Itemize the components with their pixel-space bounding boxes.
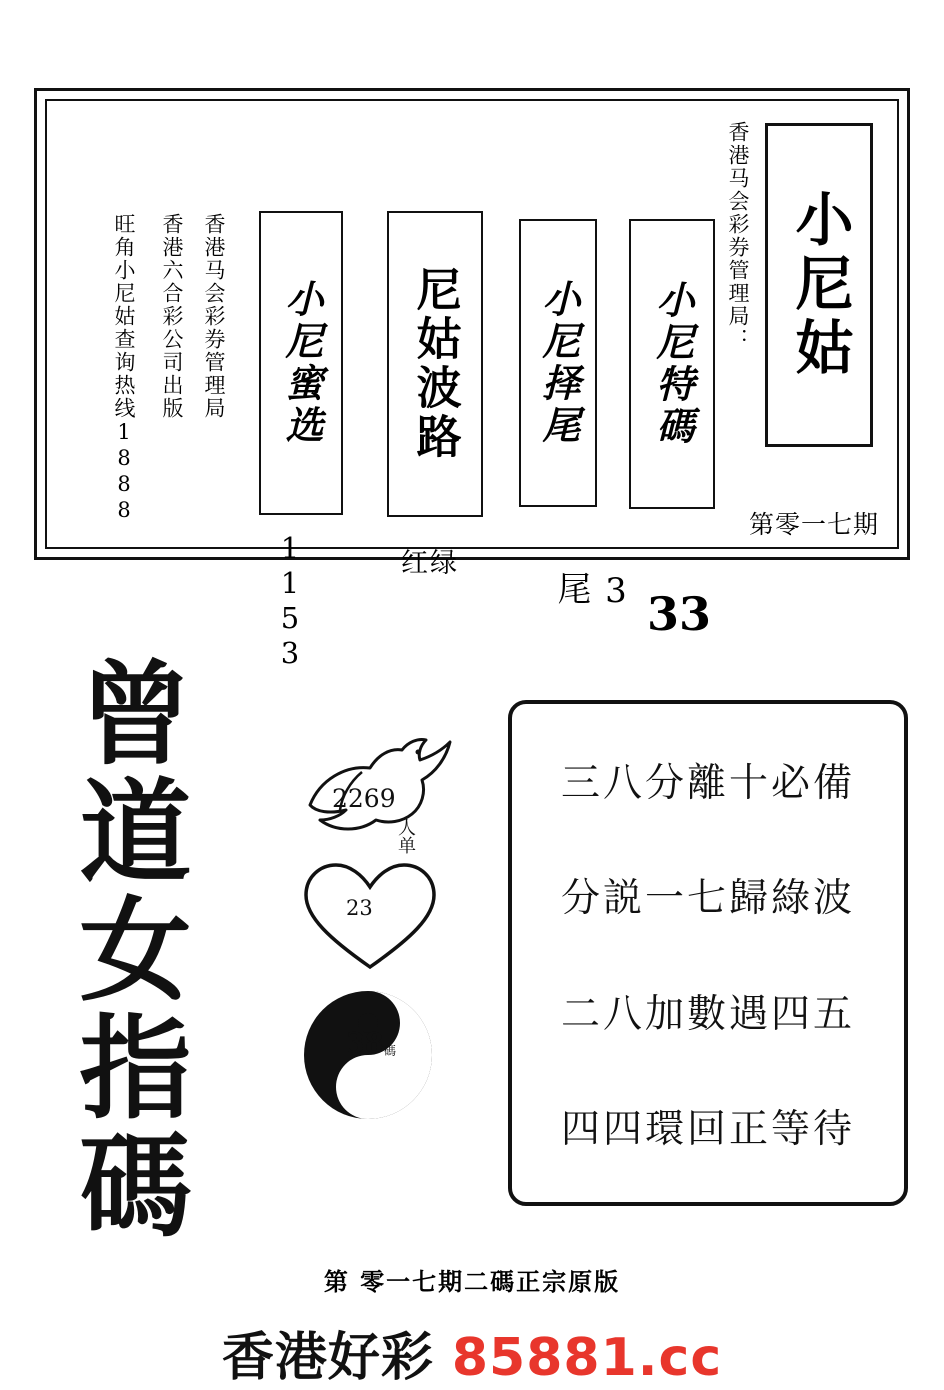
issuer-line: 香港马会彩券管理局：	[726, 121, 750, 351]
column-value-tail-pick: 3尾	[551, 571, 636, 611]
column-value-wave-path: 红绿	[401, 548, 459, 579]
watermark	[0, 1315, 944, 1390]
column-value-special-code: 33	[647, 587, 712, 641]
column-box-special-code	[629, 219, 715, 509]
column-value-selection: 1153	[273, 531, 307, 671]
side-text-hotline: 旺角小尼姑查询热线1888	[112, 213, 136, 524]
issue-number: 第零一七期	[748, 510, 879, 539]
column-label-wave-path: 尼姑波路	[408, 266, 462, 462]
lottery-header-panel-inner	[45, 99, 899, 671]
dove-sub-label: 人单	[395, 818, 416, 854]
side-text-publisher: 香港六合彩公司出版	[160, 213, 184, 420]
verse-line-1: 三八分離十必備	[560, 760, 855, 806]
brand-title: 曾道女指碼	[61, 655, 192, 1245]
side-text-authority: 香港马会彩券管理局	[202, 213, 226, 420]
dove-number: 2269	[332, 784, 396, 813]
verse-line-2: 分説一七歸綠波	[560, 876, 855, 922]
footer-note: 第 零一七期二碼正宗原版	[323, 1267, 621, 1296]
yinyang-number: 38	[346, 1028, 384, 1059]
column-box-selection	[259, 211, 343, 515]
verse-line-3: 二八加數遇四五	[560, 991, 855, 1037]
symbol-column	[290, 700, 460, 1160]
verse-box	[508, 700, 908, 1206]
column-box-tail-pick	[519, 219, 597, 507]
lottery-header-panel	[34, 88, 910, 671]
column-label-selection: 小尼蜜选	[278, 279, 324, 447]
watermark-brand: 香港好彩	[221, 1328, 434, 1388]
yinyang-sub-label: 碼	[384, 1044, 397, 1058]
main-title-box	[765, 123, 873, 447]
watermark-url: 85881.cc	[451, 1328, 723, 1388]
column-label-special-code: 小尼特碼	[649, 280, 695, 448]
column-box-wave-path	[387, 211, 483, 517]
main-title: 小尼姑	[785, 189, 854, 381]
heart-number: 23	[346, 896, 373, 920]
column-label-tail-pick: 小尼择尾	[535, 279, 581, 447]
verse-line-4: 四四環回正等待	[560, 1107, 855, 1153]
